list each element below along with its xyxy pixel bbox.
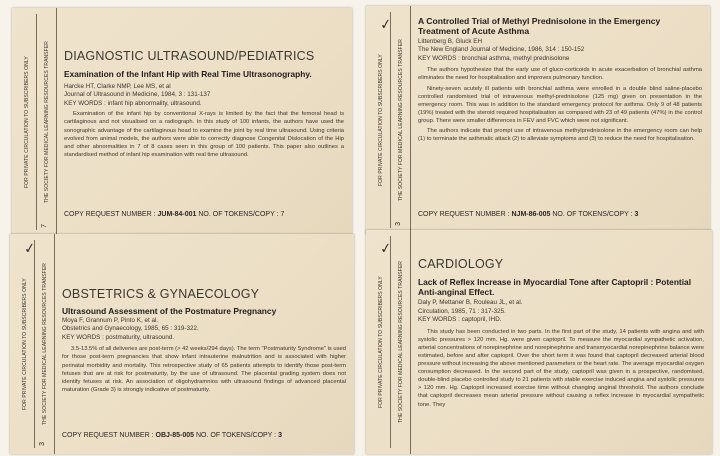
article-journal: Obstetrics and Gynaecology, 1985, 65 : 319-322. [62, 325, 199, 333]
article-journal: Journal of Ultrasound in Medicine, 1984, 3 : 131-137 [64, 91, 211, 99]
card-sidebar [14, 234, 55, 454]
sidebar-divider [34, 240, 35, 448]
article-abstract [418, 328, 704, 409]
tokens-value: 3 [278, 432, 282, 439]
card-category: OBSTETRICS & GYNAECOLOGY [62, 287, 260, 301]
copy-request [64, 211, 342, 218]
tokens-value: 7 [280, 211, 285, 218]
circulation-notice: FOR PRIVATE CIRCULATION TO SUBSCRIBERS ONLY [378, 276, 384, 408]
card-body [64, 8, 344, 236]
sidebar-divider [390, 12, 391, 228]
article-keywords: KEY WORDS : captopril, IHD. [418, 316, 502, 324]
abstract-paragraph: 3.5-13.5% of all deliveries are post-term (> 42 weeks/294 days). The term "Postmaturity Syndrome" is used for those post-term pregnancies that show infant intrauterine malnutrition and is associated with higher perinatal morbidity and mortality. This retrospective study of 65 patients attempts to identify those post-term fetuses that are at risk for postmaturity, by the use of ultrasound. The placental grading system does not identify fetuses at risk. An association of oligohydramnios with ultrasound findings of advanced placental maturation (Grade 3) is strongly indicative of postmaturity. [62, 346, 346, 393]
abstract-card-postmature-pregnancy [10, 234, 354, 454]
abstract-paragraph: Ninety-seven acutely ill patients with bronchial asthma were enrolled in a double blind saline-placebo controlled randomised trial of intravenous methyl-prednisolone (125 mg) given on presentation in the emergency room. This was in addition to the standard emergency protocol for asthma. Only 9 of 48 patients (19%) treated with the steroid required hospitalisation as compared with 23 of 49 patients (47%) in the control group. There were smaller differences in FEV and FVC which were not significant. [418, 85, 702, 124]
article-abstract [62, 345, 346, 394]
article-title: A Controlled Trial of Methyl Prednisolone in the Emergency Treatment of Acute Asthma [418, 16, 661, 37]
abstract-card-captopril [366, 230, 712, 454]
copy-request-number: OBJ-85-005 [155, 432, 195, 439]
copy-request-number: NJM-86-005 [511, 211, 551, 218]
article-title: Lack of Reflex Increase in Myocardial Tone after Captopril : Potential Anti-anginal Effect. [418, 276, 692, 297]
article-title: Examination of the Infant Hip with Real Time Ultrasonography. [64, 68, 312, 79]
checkmark-icon: ✓ [378, 15, 393, 33]
sidebar-divider [36, 14, 37, 230]
society-notice: THE SOCIETY FOR MEDICAL LEARNING RESOURCES TRANSFER [398, 39, 404, 201]
circulation-notice: FOR PRIVATE CIRCULATION TO SUBSCRIBERS ONLY [378, 54, 384, 186]
abstract-paragraph: This study has been conducted in two parts. In the first part of the study, 14 patients with angina and with systolic pressures > 120 mm. Hg. were given captopril. To measure the myocardial sympathetic activation, arterial concentrations of norepinephrine and norepinephrine and transmyocardial norepinephrine balance were estimated, before and after captopril. Over the short term it was found that captopril decreased arterial blood pressure without increasing the above mentioned parameters or the heart rate. The average myocardial oxygen consumption decreased. In the second part of the study, captopril was given in a prospective, randomised, double-blind placebo controlled study to 21 patients with stable exercise induced angina and systolic pressures > 120 mm. Hg. Captopril increased exercise time without changing anginal threshold. The authors conclude that captopril decreases mean arterial pressure without causing a reflex increase in myocardial sympathetic tone. They [418, 328, 704, 408]
tokens-value: 3 [634, 211, 639, 218]
card-category: CARDIOLOGY [418, 257, 504, 271]
article-authors: Moya F, Grannum P, Pinto K, et al. [62, 317, 159, 324]
article-journal: The New England Journal of Medicine, 1986, 314 : 150-152 [418, 46, 585, 54]
card-sidebar [370, 230, 411, 454]
card-side-number: 3 [395, 222, 402, 226]
circulation-notice: FOR PRIVATE CIRCULATION TO SUBSCRIBERS ONLY [24, 56, 30, 188]
card-category: DIAGNOSTIC ULTRASOUND/PEDIATRICS [64, 49, 315, 63]
article-authors: Harcke HT, Clarke NMP, Lee MS, et al [64, 83, 171, 90]
article-abstract [418, 66, 702, 143]
article-keywords: KEY WORDS : postmaturity, ultrasound. [62, 333, 175, 341]
copy-request [418, 211, 700, 218]
abstract-paragraph: The authors hypothesize that the early use of gluco-corticoids in acute exacerbation of bronchial asthma eliminates the need for hospitalisation and improves pulmonary function. [418, 67, 702, 82]
article-authors: Daly P, Mettaner B, Rouleau JL, et al. [418, 299, 523, 307]
card-side-number: 7 [41, 224, 48, 228]
checkmark-icon: ✓ [22, 239, 37, 257]
card-body [418, 230, 704, 454]
card-body [62, 234, 346, 454]
abstract-paragraph: The authors indicate that prompt use of intravenous methylprednisolone in the emergency room can help (1) to terminate the asthmatic attack (2) to alleviate symptoms and (3) to reduce the need for hospitalisation. [418, 128, 702, 143]
card-body [418, 6, 702, 234]
tokens-label: NO. OF TOKENS/COPY : [195, 432, 277, 439]
society-notice: THE SOCIETY FOR MEDICAL LEARNING RESOURCES TRANSFER [44, 41, 50, 203]
tokens-label: NO. OF TOKENS/COPY : [198, 211, 279, 218]
abstract-card-asthma [366, 6, 710, 234]
abstract-card-infant-hip [12, 8, 352, 236]
card-sidebar [16, 8, 57, 236]
sidebar-divider [390, 236, 391, 448]
article-keywords: KEY WORDS : infant hip abnormality, ultrasound. [64, 99, 202, 107]
card-side-number: 3 [39, 442, 46, 446]
society-notice: THE SOCIETY FOR MEDICAL LEARNING RESOURCES TRANSFER [42, 263, 48, 425]
circulation-notice: FOR PRIVATE CIRCULATION TO SUBSCRIBERS ONLY [22, 278, 28, 410]
society-notice: THE SOCIETY FOR MEDICAL LEARNING RESOURCES TRANSFER [398, 261, 404, 423]
card-sidebar [370, 6, 411, 234]
abstract-paragraph: Examination of the infant hip by conventional X-rays is limited by the fact that the femoral head is cartilaginous and not visualised on a radiograph. In this study of 100 infants, the authors have used the sonographic advantage of the cartilaginous head to examine the joint by real time ultrasound. Using criteria evolved from animal models, the authors were able to correctly diagnose Congenital Dislocation of the Hip and other abnormalities in 7 of 8 cases seen in this group of 100 patients. This paper also outlines a standardised method of infant hip examination with real time ultrasound. [64, 111, 344, 158]
copy-request-label: COPY REQUEST NUMBER : [418, 211, 510, 218]
copy-request-number: JUM-84-001 [157, 211, 197, 218]
checkmark-icon: ✓ [378, 239, 393, 257]
article-abstract [64, 110, 344, 159]
article-keywords: KEY WORDS : bronchial asthma, methyl prednisolone [418, 54, 570, 62]
article-title: Ultrasound Assessment of the Postmature Pregnancy [62, 305, 277, 316]
copy-request [62, 432, 344, 439]
copy-request-label: COPY REQUEST NUMBER : [64, 211, 156, 218]
tokens-label: NO. OF TOKENS/COPY : [552, 211, 633, 218]
article-journal: Circulation, 1985, 71 : 317-325. [418, 307, 506, 315]
copy-request-label: COPY REQUEST NUMBER : [62, 432, 154, 439]
article-authors: Littenberg B, Gluck EH [418, 37, 483, 45]
